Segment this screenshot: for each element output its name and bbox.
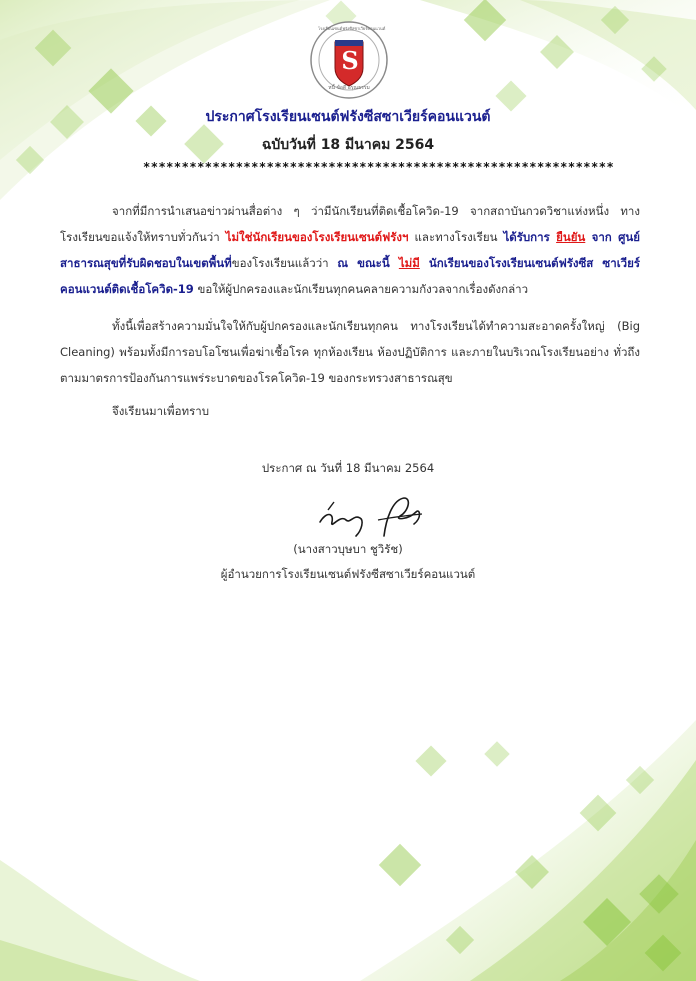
announced-date-line: ประกาศ ณ วันที่ 18 มีนาคม 2564 — [261, 461, 435, 475]
separator-line: ************************************************************* — [143, 160, 615, 174]
announcement-date: ฉบับวันที่ 18 มีนาคม 2564 — [261, 137, 435, 153]
signer-name: (นางสาวบุษบา ชูวิรัช) — [293, 542, 403, 556]
logo-emblem-letter: S — [341, 46, 359, 75]
not-our-student-highlight: ไม่ใช่นักเรียนของโรงเรียนเซนต์ฟรังฯ — [225, 230, 409, 244]
announcement-title: ประกาศโรงเรียนเซนต์ฟรังซีสซาเวียร์คอนแวนต์ — [205, 109, 491, 125]
logo-footer-text: หนี้ ข้อดี อรุณธรรม — [328, 85, 370, 91]
confirmed-highlight: ยืนยัน — [556, 230, 586, 244]
none-highlight: ไม่มี — [398, 256, 420, 270]
paragraph-2: ทั้งนี้เพื่อสร้างความมั่นใจให้กับผู้ปกครองและนักเรียนทุกคน ทางโรงเรียนได้ทำความสะอาดครั้งใหญ่ (Big Cleaning) พร้อมทั้งมีการอบโอโซนเพื่อฆ่าเชื้อโรค ทุกห้องเรียน ห้องปฏิบัติการ และภายในบริเวณโรงเรียนอย่าง ทั่วถึงตามมาตรการป้องกันการแพร่ระบาดของโรคโควิด-19 ของกระทรวงสาธารณสุข — [60, 319, 640, 385]
signer-position: ผู้อำนวยการโรงเรียนเซนต์ฟรังซีสซาเวียร์คอนแวนต์ — [220, 567, 476, 581]
logo-ring-text: โรงเรียนเซนต์ฟรังซีสซาเวียร์คอนแวนต์ — [318, 26, 386, 31]
closing-line: จึงเรียนมาเพื่อทราบ — [112, 404, 210, 418]
paragraph-1: จากที่มีการนำเสนอข่าวผ่านสื่อต่าง ๆ ว่ามีนักเรียนที่ติดเชื้อโควิด-19 จากสถาบันกวดวิชาแห่งหนึ่ง ทางโรงเรียนขอแจ้งให้ทราบทั่วกันว่า ไม่ใช่นักเรียนของโรงเรียนเซนต์ฟรังฯ และทางโรงเรียน ได้รับการ ยืนยัน จาก ศูนย์สาธารณสุขที่รับผิดชอบในเขตพื้นที่ของโรงเรียนแล้วว่า ณ ขณะนี้ ไม่มี นักเรียนของโรงเรียนเซนต์ฟรังซีส ซาเวียร์คอนแวนต์ติดเชื้อโควิด-19 ขอให้ผู้ปกครองและนักเรียนทุกคนคลายความกังวลจากเรื่องดังกล่าว — [60, 204, 640, 296]
handwritten-signature — [312, 490, 432, 550]
